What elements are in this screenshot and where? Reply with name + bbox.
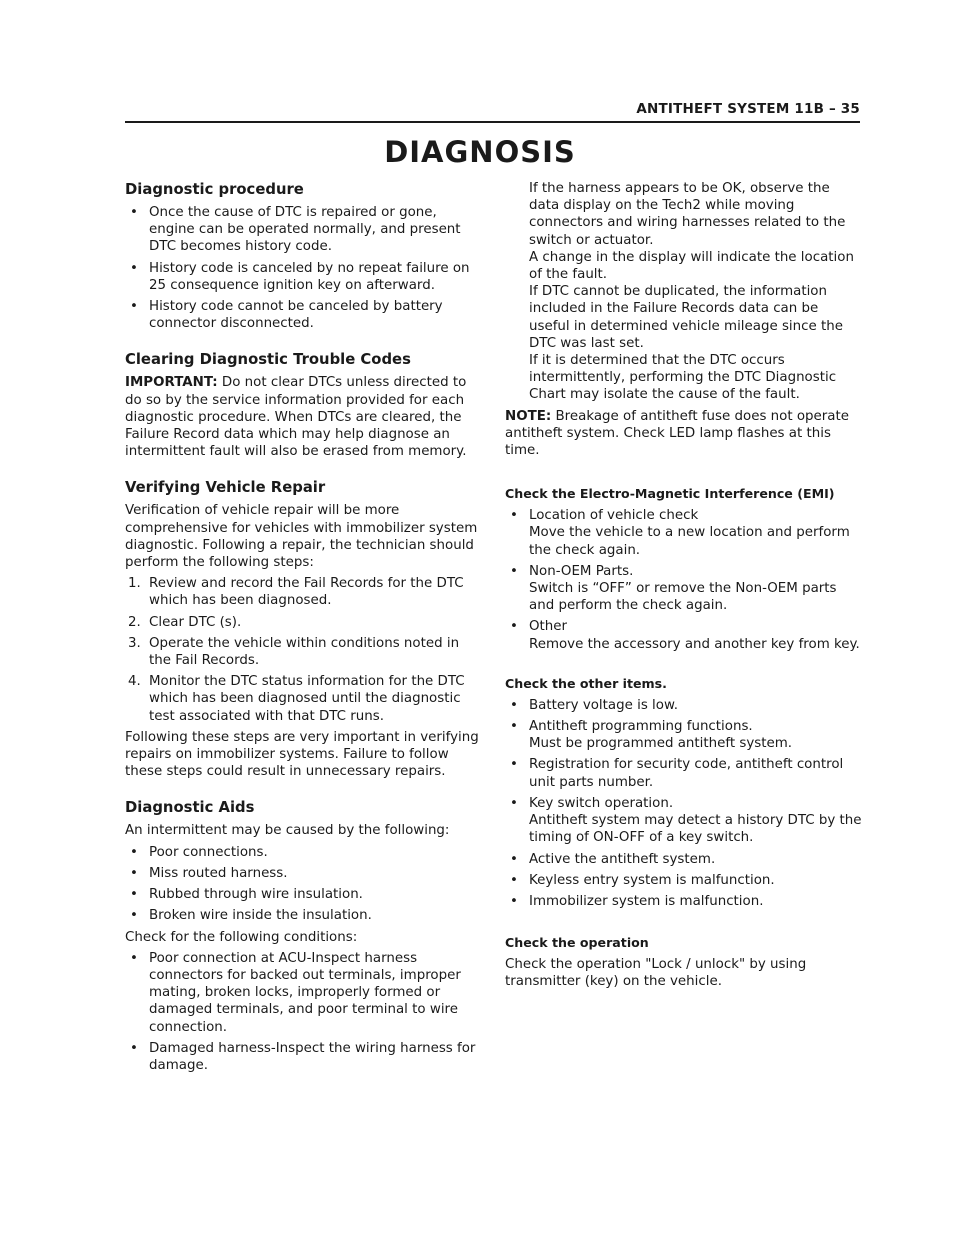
page-title: DIAGNOSIS (384, 135, 576, 169)
list-item: • Keyless entry system is malfunction. (505, 872, 863, 889)
diagnostic-procedure-list (125, 204, 485, 332)
continued-paragraph: If the harness appears to be OK, observe the data display on the Tech2 while moving connectors and wiring harnesses related to the switch or actuator. (529, 181, 846, 248)
list-item: • Miss routed harness. (125, 865, 485, 882)
step-item: 1. Review and record the Fail Records for the DTC which has been diagnosed. (128, 576, 464, 609)
list-item: • Broken wire inside the insulation. (125, 907, 485, 924)
list-item: • Location of vehicle check Move the vehicle to a new location and perform the check again. (505, 507, 863, 559)
operation-heading: Check the operation (505, 935, 649, 951)
list-item: • Other Remove the accessory and another key from key. (505, 618, 863, 652)
list-item: • Battery voltage is low. (505, 697, 863, 714)
verifying-repair-heading: Verifying Vehicle Repair (125, 479, 326, 497)
continued-paragraph: If DTC cannot be duplicated, the information included in the Failure Records data can be useful in determined vehicle mileage since the DTC was last set. (529, 284, 843, 351)
continued-block (505, 180, 863, 404)
list-item: • Once the cause of DTC is repaired or gone, engine can be operated normally, and present DTC becomes history code. (125, 204, 485, 256)
list-item: • Key switch operation. Antitheft system may detect a history DTC by the timing of ON-OFF of a key switch. (505, 795, 863, 847)
step-item: 3. Operate the vehicle within conditions noted in the Fail Records. (128, 635, 460, 669)
clearing-dtc-heading: Clearing Diagnostic Trouble Codes (125, 351, 411, 369)
list-item: • Poor connection at ACU-Inspect harness connectors for backed out terminals, improper mating, broken locks, improperly formed or damaged terminals, and poor terminal to wire connection. (125, 950, 485, 1036)
list-item: • Rubbed through wire insulation. (125, 886, 485, 903)
emi-list (505, 507, 863, 653)
step-item: 4. Monitor the DTC status information for the DTC which has been diagnosed until the diagnostic test associated with that DTC runs. (128, 674, 465, 724)
important-paragraph (125, 374, 485, 460)
list-item: • History code is canceled by no repeat failure on 25 consequence ignition key on afterward. (125, 260, 485, 294)
aids-intro: An intermittent may be caused by the following: (125, 823, 450, 839)
diagnostic-procedure-heading: Diagnostic procedure (125, 181, 304, 198)
note-label: NOTE: (505, 408, 552, 424)
list-item: • Antitheft programming functions. Must be programmed antitheft system. (505, 718, 863, 752)
list-item: • Registration for security code, antitheft control unit parts number. (505, 756, 863, 790)
list-item: • Immobilizer system is malfunction. (505, 893, 863, 910)
other-items-heading: Check the other items. (505, 675, 667, 691)
important-label: IMPORTANT: (125, 375, 218, 391)
emi-heading: Check the Electro-Magnetic Interference (EMI) (505, 486, 835, 502)
verifying-intro: Verification of vehicle repair will be more comprehensive for vehicles with immobilizer system diagnostic. Following a repair, the technician should perform the following steps: (125, 503, 478, 571)
running-header: ANTITHEFT SYSTEM 11B – 35 (636, 101, 860, 117)
continued-paragraph: If it is determined that the DTC occurs intermittently, performing the DTC Diagnostic Chart may isolate the cause of the fault. (529, 353, 837, 403)
important-text: Do not clear DTCs unless directed to do so by the service information provided for each diagnostic procedure. When DTCs are cleared, the Failure Record data which may help diagnose an intermittent fault will also be erased from memory. (125, 375, 467, 460)
list-item: • Poor connections. (125, 844, 485, 861)
list-item: • Active the antitheft system. (505, 851, 863, 868)
list-item: • Damaged harness-Inspect the wiring harness for damage. (125, 1040, 485, 1074)
note-paragraph (505, 408, 863, 460)
right-column (505, 180, 863, 995)
verifying-outro: Following these steps are very important in verifying repairs on immobilizer systems. Failure to follow these steps could result in unnecessary repairs. (125, 729, 479, 780)
aids-checks-list (125, 950, 485, 1074)
step-item: 2. Clear DTC (s). (128, 614, 242, 630)
aids-check-intro: Check for the following conditions: (125, 929, 358, 945)
note-text: Breakage of antitheft fuse does not operate antitheft system. Check LED lamp flashes at this time. (505, 408, 849, 459)
other-items-list (505, 697, 863, 910)
left-column (125, 180, 485, 1078)
aids-causes-list (125, 844, 485, 925)
header-rule (125, 121, 860, 123)
list-item: • History code cannot be canceled by battery connector disconnected. (125, 298, 485, 332)
verifying-steps (125, 575, 485, 725)
diagnostic-aids-heading: Diagnostic Aids (125, 799, 255, 817)
operation-text: Check the operation "Lock / unlock" by using transmitter (key) on the vehicle. (505, 957, 807, 990)
continued-paragraph: A change in the display will indicate the location of the fault. (529, 249, 854, 283)
list-item: • Non-OEM Parts. Switch is “OFF” or remove the Non-OEM parts and perform the check again. (505, 563, 863, 615)
